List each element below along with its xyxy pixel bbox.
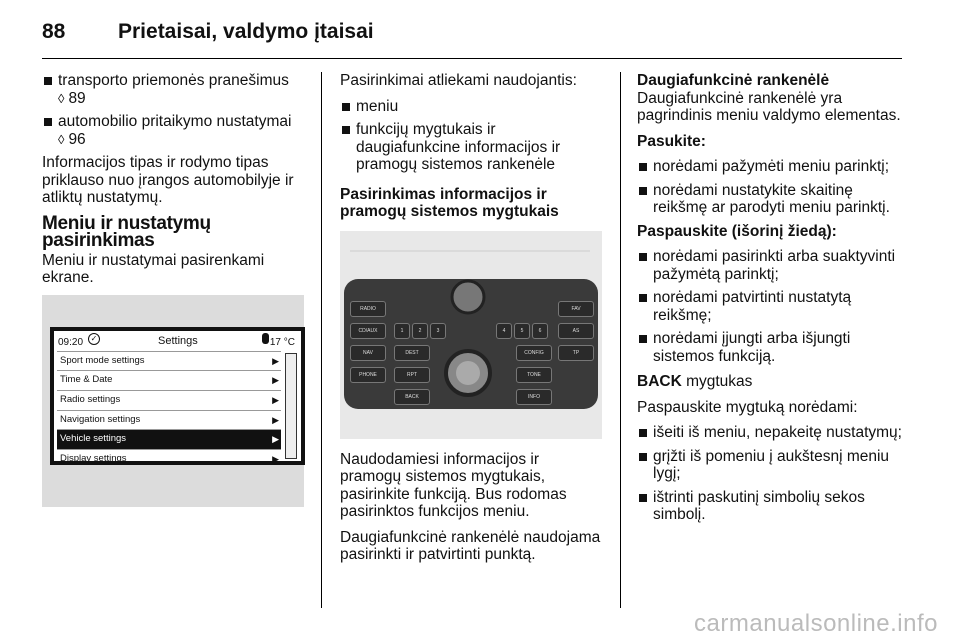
subheading: Paspauskite (išorinį žiedą): <box>637 222 837 240</box>
chevron-right-icon: ▶ <box>272 453 279 464</box>
scrollbar[interactable] <box>285 353 297 459</box>
menu-item[interactable]: Time & Date ▶ <box>57 370 281 390</box>
bullet-icon <box>639 253 647 261</box>
list-item: norėdami įjungti arba išjungti sistemos funkciją. <box>637 330 909 365</box>
list-item: meniu <box>340 98 602 116</box>
settings-screen-image <box>42 295 304 507</box>
bullet-icon <box>44 118 52 126</box>
list-item: transporto priemonės pranešimus ◊ 89 <box>42 72 304 107</box>
list-item: norėdami nustatykite skaitinę reikšmę ar parodyti meniu parinktį. <box>637 182 909 217</box>
paragraph: Daugiafunkcinė rankenėlė yra pagrindinis meniu valdymo elementas. <box>637 89 901 124</box>
list-item: ištrinti paskutinį simbolių sekos simbolį. <box>637 489 909 524</box>
panel-button: TP <box>558 345 594 361</box>
section-heading: Daugiafunkcinė rankenėlė <box>637 72 830 89</box>
check-icon: ✓ <box>88 333 100 345</box>
panel-button: RPT <box>394 367 430 383</box>
paragraph: Daugiafunkcinė rankenėlė naudojama pasirinkti ir patvirtinti punktą. <box>340 528 601 563</box>
chevron-right-icon: ▶ <box>272 375 279 386</box>
menu-item[interactable]: Display settings ▶ <box>57 449 281 469</box>
volume-knob <box>452 281 484 313</box>
panel-button: TONE <box>516 367 552 383</box>
panel-button: 3 <box>430 323 446 339</box>
panel-button: NAV <box>350 345 386 361</box>
bullet-icon <box>639 335 647 343</box>
page-ref-icon: ◊ <box>58 131 65 147</box>
paragraph: Paspauskite mygtuką norėdami: <box>637 398 858 416</box>
panel-button: PHONE <box>350 367 386 383</box>
page-ref[interactable]: 96 <box>68 130 86 148</box>
column-divider <box>321 72 322 608</box>
list-item: norėdami pažymėti meniu parinktį; <box>637 158 909 176</box>
bullet-icon <box>639 453 647 461</box>
paragraph: Informacijos tipas ir rodymo tipas priklauso nuo įrangos automobilyje ir atliktų nustatymų. <box>42 154 294 206</box>
panel-button: 6 <box>532 323 548 339</box>
column-divider <box>620 72 621 608</box>
section-heading: Pasirinkimas informacijos ir pramogų sistemos mygtukais <box>340 185 559 220</box>
panel-button: 2 <box>412 323 428 339</box>
bullet-icon <box>44 77 52 85</box>
panel-button: 1 <box>394 323 410 339</box>
panel-button: DEST <box>394 345 430 361</box>
bullet-icon <box>639 294 647 302</box>
bullet-icon <box>342 126 350 134</box>
bullet-icon <box>639 429 647 437</box>
panel-button: 4 <box>496 323 512 339</box>
panel-button: RADIO <box>350 301 386 317</box>
section-heading: Meniu ir nustatymų pasirinkimas <box>42 212 211 251</box>
panel-button: 5 <box>514 323 530 339</box>
back-label: BACK <box>637 373 682 390</box>
panel-button: BACK <box>394 389 430 405</box>
paragraph: BACK mygtukas <box>637 373 753 390</box>
list-item: funkcijų mygtukais ir daugiafunkcine informacijos ir pramogų sistemos rankenėle <box>340 121 602 174</box>
chevron-right-icon: ▶ <box>272 414 279 425</box>
screen-title: Settings <box>158 334 198 347</box>
list-item: automobilio pritaikymo nustatymai ◊ 96 <box>42 113 304 148</box>
column-1 <box>42 72 304 507</box>
thermometer-icon <box>262 333 269 344</box>
clock: 09:20 <box>58 336 84 348</box>
column-2 <box>340 72 602 572</box>
temperature: 17 °C <box>269 336 295 348</box>
display-screen <box>54 331 301 464</box>
bullet-icon <box>639 494 647 502</box>
bullet-icon <box>639 187 647 195</box>
list-item: norėdami patvirtinti nustatytą reikšmę; <box>637 289 909 324</box>
paragraph: Meniu ir nustatymai pasirenkami ekrane. <box>42 251 265 286</box>
knob-center <box>456 361 480 385</box>
status-bar <box>54 331 301 349</box>
chevron-right-icon: ▶ <box>272 394 279 405</box>
panel-button: AS <box>558 323 594 339</box>
bullet-icon <box>639 163 647 171</box>
paragraph: Pasirinkimai atliekami naudojantis: <box>340 72 577 89</box>
menu-item[interactable]: Navigation settings ▶ <box>57 410 281 430</box>
list-item: išeiti iš meniu, nepakeitę nustatymų; <box>637 424 909 442</box>
panel-button: INFO <box>516 389 552 405</box>
column-3 <box>637 72 909 530</box>
page-ref[interactable]: 89 <box>68 89 86 107</box>
menu-item-selected[interactable]: Vehicle settings ▶ <box>57 429 281 449</box>
infotainment-panel-image <box>340 231 602 439</box>
page-number: 88 <box>42 20 66 43</box>
chevron-right-icon: ▶ <box>272 355 279 366</box>
page-ref-icon: ◊ <box>58 90 65 106</box>
subheading: Pasukite: <box>637 132 706 150</box>
bullet-icon <box>342 103 350 111</box>
settings-menu <box>57 351 281 469</box>
list-item: norėdami pasirinkti arba suaktyvinti pažymėtą parinktį; <box>637 248 909 283</box>
page-header <box>42 18 900 58</box>
panel-button: CD/AUX <box>350 323 386 339</box>
paragraph: Naudodamiesi informacijos ir pramogų sistemos mygtukais, pasirinkite funkciją. Bus rodomas pasirinktos funkcijos meniu. <box>340 450 567 520</box>
menu-item[interactable]: Sport mode settings ▶ <box>57 351 281 371</box>
page-title: Prietaisai, valdymo įtaisai <box>118 20 374 43</box>
chevron-right-icon: ▶ <box>272 434 279 445</box>
watermark: carmanualsonline.info <box>694 610 938 637</box>
panel-button: CONFIG <box>516 345 552 361</box>
header-rule <box>42 58 902 59</box>
list-item: grįžti iš pomeniu į aukštesnį meniu lygį; <box>637 448 909 483</box>
menu-item[interactable]: Radio settings ▶ <box>57 390 281 410</box>
panel-button: FAV <box>558 301 594 317</box>
